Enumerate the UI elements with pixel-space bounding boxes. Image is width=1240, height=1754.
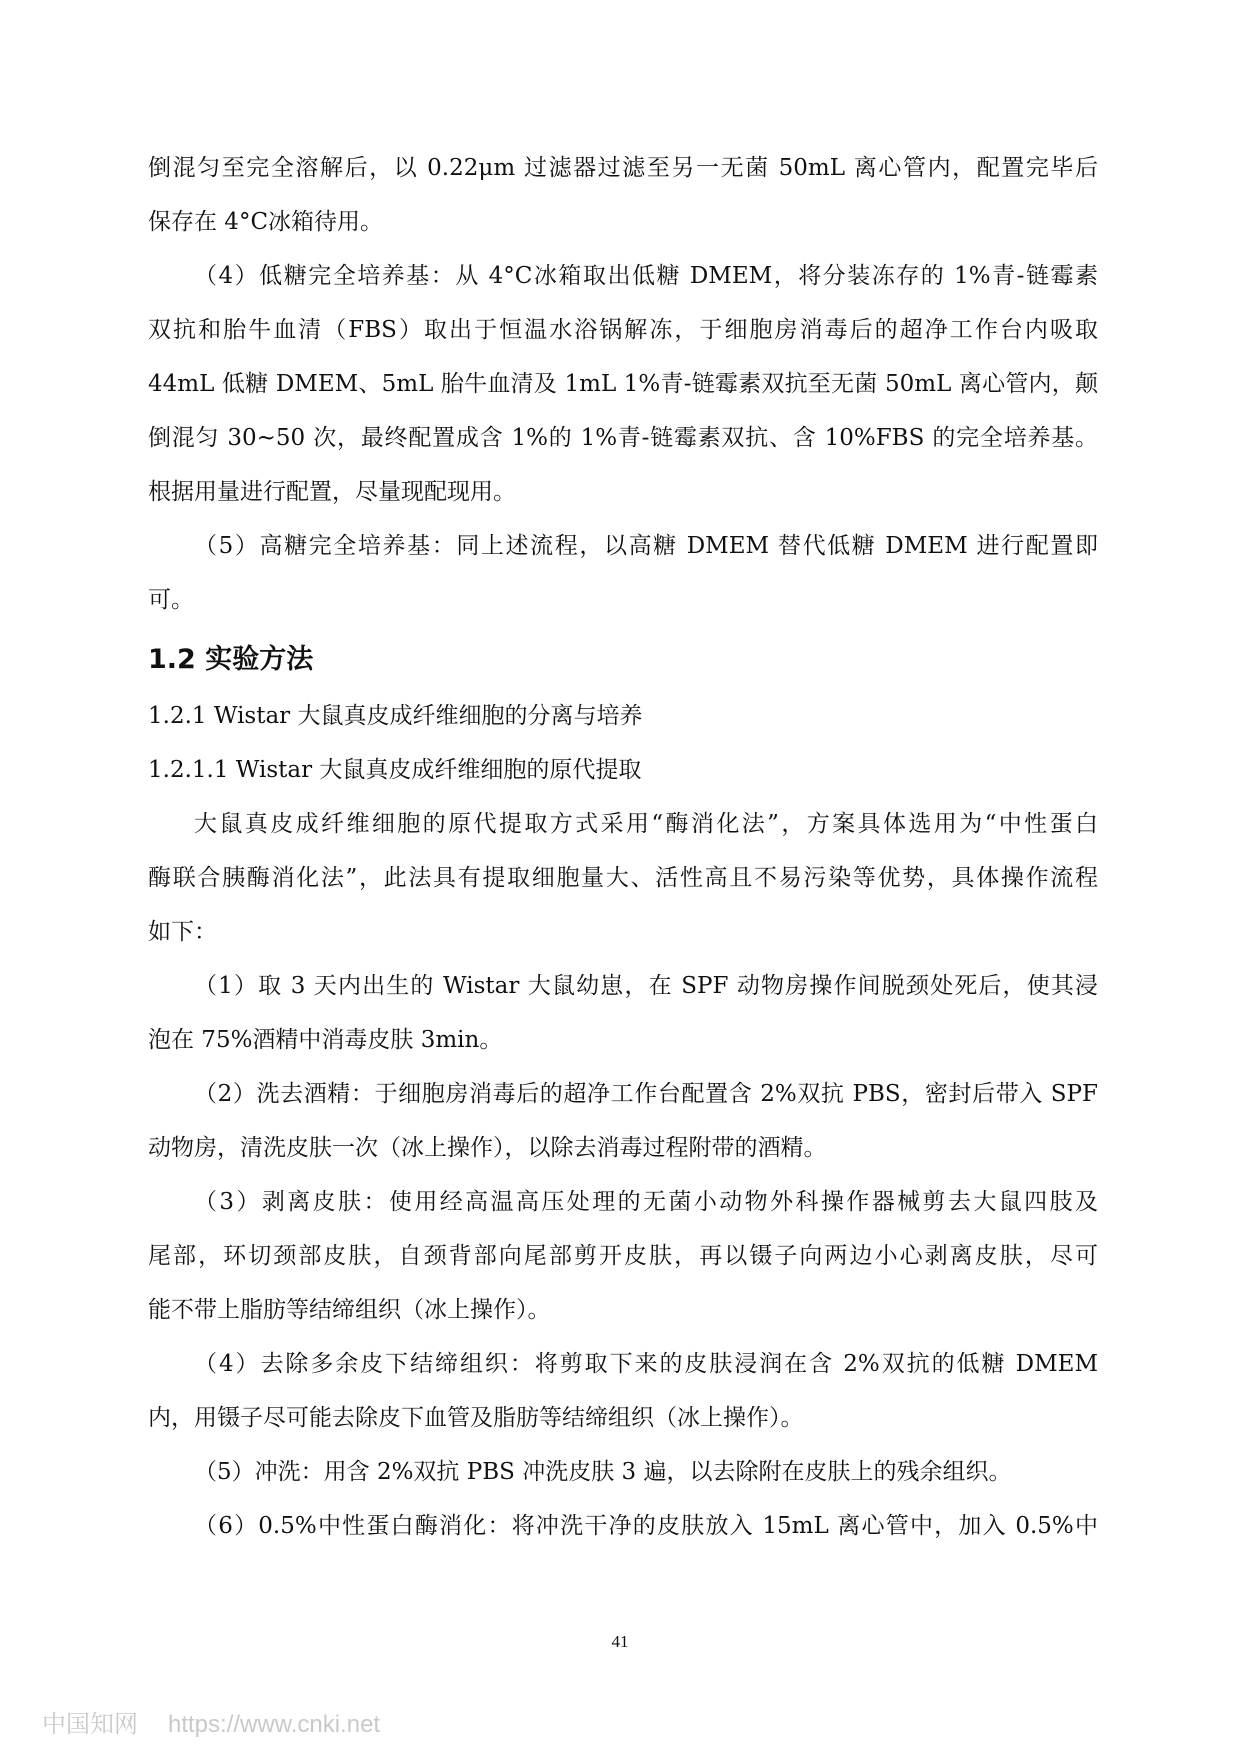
- text-line: （3）剥离皮肤：使用经高温高压处理的无菌小动物外科操作器械剪去大鼠四肢及: [194, 1189, 1098, 1215]
- text-line: 内，用镊子尽可能去除皮下血管及脂肪等结缔组织（冰上操作）。: [148, 1405, 804, 1431]
- text-line: （4）去除多余皮下结缔组织：将剪取下来的皮肤浸润在含 2%双抗的低糖 DMEM: [194, 1351, 1098, 1377]
- text-line: （5）冲洗：用含 2%双抗 PBS 冲洗皮肤 3 遍，以去除附在皮肤上的残余组织。: [194, 1459, 1012, 1485]
- text-line: 可。: [148, 587, 194, 613]
- text-line: 动物房，清洗皮肤一次（冰上操作），以除去消毒过程附带的酒精。: [148, 1135, 827, 1161]
- text-line: 如下：: [148, 919, 217, 945]
- text-line: 尾部，环切颈部皮肤，自颈背部向尾部剪开皮肤，再以镊子向两边小心剥离皮肤，尽可: [148, 1243, 1098, 1269]
- text-line: 倒混匀 30~50 次，最终配置成含 1%的 1%青-链霉素双抗、含 10%FBS 的完全培养基。: [148, 425, 1098, 451]
- paragraph-p9: [148, 1445, 1098, 1499]
- subsubsection-heading: 1.2.1.1 Wistar 大鼠真皮成纤维细胞的原代提取: [148, 757, 642, 783]
- page-number: 41: [611, 1632, 629, 1651]
- text-line: 倒混匀至完全溶解后，以 0.22μm 过滤器过滤至另一无菌 50mL 离心管内，配置完毕后: [148, 155, 1098, 181]
- paragraph-p8: [148, 1337, 1098, 1445]
- text-line: 酶联合胰酶消化法”，此法具有提取细胞量大、活性高且不易污染等优势，具体操作流程: [148, 865, 1098, 891]
- text-line: （1）取 3 天内出生的 Wistar 大鼠幼崽，在 SPF 动物房操作间脱颈处死后，使其浸: [194, 973, 1098, 999]
- paragraph-p3: [148, 519, 1098, 627]
- watermark-brand: 中国知网: [42, 1711, 138, 1738]
- paragraph-p5: [148, 959, 1098, 1067]
- paragraph-p6: [148, 1067, 1098, 1175]
- paragraph-p10: [148, 1499, 1098, 1553]
- paragraph-p7: [148, 1175, 1098, 1337]
- text-line: （5）高糖完全培养基：同上述流程，以高糖 DMEM 替代低糖 DMEM 进行配置即: [194, 533, 1098, 559]
- section-heading: 1.2 实验方法: [148, 644, 314, 675]
- cnki-watermark: [42, 1704, 380, 1739]
- text-line: 大鼠真皮成纤维细胞的原代提取方式采用“酶消化法”，方案具体选用为“中性蛋白: [194, 811, 1098, 837]
- body-text: [148, 141, 1098, 1553]
- paragraph-p1: [148, 141, 1098, 249]
- text-line: （6）0.5%中性蛋白酶消化：将冲洗干净的皮肤放入 15mL 离心管中，加入 0.5%中: [194, 1513, 1098, 1539]
- text-line: 44mL 低糖 DMEM、5mL 胎牛血清及 1mL 1%青-链霉素双抗至无菌 50mL 离心管内，颠: [148, 371, 1098, 397]
- paragraph-p2: [148, 249, 1098, 519]
- text-line: （2）洗去酒精：于细胞房消毒后的超净工作台配置含 2%双抗 PBS，密封后带入 SPF: [194, 1081, 1098, 1107]
- text-line: （4）低糖完全培养基：从 4°C冰箱取出低糖 DMEM，将分装冻存的 1%青-链霉素: [194, 263, 1098, 289]
- text-line: 双抗和胎牛血清（FBS）取出于恒温水浴锅解冻，于细胞房消毒后的超净工作台内吸取: [148, 317, 1098, 343]
- text-line: 能不带上脂肪等结缔组织（冰上操作）。: [148, 1297, 551, 1323]
- text-line: 根据用量进行配置，尽量现配现用。: [148, 479, 516, 505]
- text-line: 保存在 4°C冰箱待用。: [148, 209, 384, 235]
- text-line: 泡在 75%酒精中消毒皮肤 3min。: [148, 1027, 503, 1053]
- watermark-url: https://www.cnki.net: [168, 1711, 381, 1738]
- subsection-heading: 1.2.1 Wistar 大鼠真皮成纤维细胞的分离与培养: [148, 703, 643, 729]
- paragraph-p4: [148, 797, 1098, 959]
